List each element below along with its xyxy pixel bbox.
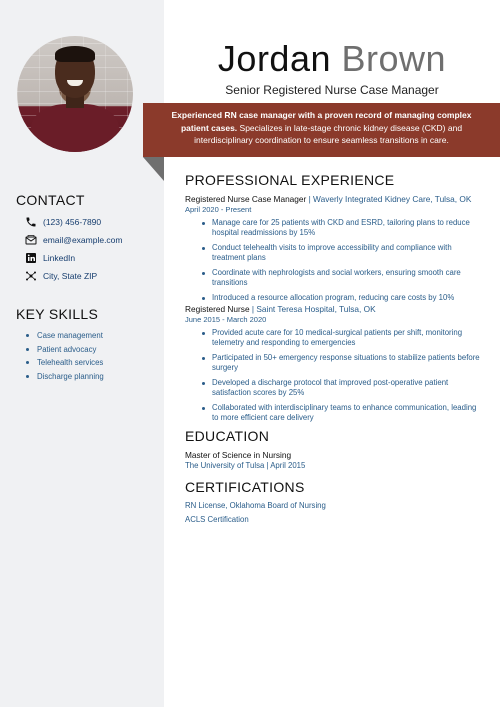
- job-bullets: [202, 328, 484, 428]
- phone-text: (123) 456-7890: [43, 217, 102, 227]
- experience-heading: PROFESSIONAL EXPERIENCE: [185, 172, 395, 188]
- job-org: | Saint Teresa Hospital, Tulsa, OK: [249, 304, 376, 314]
- candidate-name: [164, 38, 500, 80]
- job-title-line: [185, 304, 376, 314]
- job-role: Registered Nurse: [185, 304, 250, 314]
- job-title-line: [185, 194, 471, 204]
- bullet-item: Conduct telehealth visits to improve accessibility and compliance with treatment plans: [202, 243, 484, 263]
- profile-photo: [17, 36, 133, 152]
- bullet-item: Provided acute care for 10 medical-surgical patients per shift, monitoring telemetry and responding to emergencies: [202, 328, 484, 348]
- bullet-item: Manage care for 25 patients with CKD and ESRD, tailoring plans to reduce hospital readmissions by 15%: [202, 218, 484, 238]
- job-org: | Waverly Integrated Kidney Care, Tulsa, OK: [306, 194, 472, 204]
- last-name: Brown: [341, 38, 447, 79]
- job-role: Registered Nurse Case Manager: [185, 194, 307, 204]
- skill-item: Patient advocacy: [26, 343, 104, 357]
- job-bullets: [202, 218, 484, 308]
- contact-email[interactable]: [24, 231, 123, 249]
- summary-bold: Experienced RN case manager with a proven record of managing complex patient cases.: [171, 110, 472, 133]
- certification-item: ACLS Certification: [185, 515, 249, 524]
- bullet-item: Coordinate with nephrologists and social workers, ensuring smooth care transitions: [202, 268, 484, 288]
- location-network-icon: [24, 269, 38, 283]
- skill-item: Case management: [26, 329, 104, 343]
- email-text: email@example.com: [43, 235, 123, 245]
- bullet-item: Participated in 50+ emergency response situations to stabilize patients before surgery: [202, 353, 484, 373]
- skill-item: Telehealth services: [26, 356, 104, 370]
- bullet-item: Developed a discharge protocol that improved post-operative patient satisfaction scores by 25%: [202, 378, 484, 398]
- contact-phone[interactable]: [24, 213, 123, 231]
- linkedin-text: LinkedIn: [43, 253, 76, 263]
- key-skills-heading: KEY SKILLS: [16, 306, 99, 322]
- certifications-heading: CERTIFICATIONS: [185, 479, 305, 495]
- job-dates: April 2020 - Present: [185, 205, 252, 214]
- contact-list: [24, 213, 123, 285]
- location-text: City, State ZIP: [43, 271, 98, 281]
- contact-linkedin[interactable]: [24, 249, 123, 267]
- first-name: Jordan: [217, 38, 331, 79]
- job-dates: June 2015 - March 2020: [185, 315, 267, 324]
- email-icon: [24, 233, 38, 247]
- contact-location: [24, 267, 123, 285]
- degree: Master of Science in Nursing: [185, 450, 292, 460]
- bullet-item: Introduced a resource allocation program, reducing care costs by 10%: [202, 293, 484, 303]
- certification-item: RN License, Oklahoma Board of Nursing: [185, 501, 326, 510]
- phone-icon: [24, 215, 38, 229]
- bullet-item: Collaborated with interdisciplinary teams to enhance communication, leading to more efficient care delivery: [202, 403, 484, 423]
- skill-item: Discharge planning: [26, 370, 104, 384]
- banner-fold: [143, 157, 164, 181]
- contact-heading: CONTACT: [16, 192, 85, 208]
- linkedin-icon: [24, 251, 38, 265]
- summary-banner: [143, 103, 500, 157]
- job-title: Senior Registered Nurse Case Manager: [225, 83, 439, 97]
- education-heading: EDUCATION: [185, 428, 270, 444]
- school: The University of Tulsa | April 2015: [185, 461, 306, 470]
- skills-list: [26, 329, 104, 383]
- summary-rest: Specializes in late-stage chronic kidney disease (CKD) and interdisciplinary coordination to ensure seamless transitions in care.: [194, 122, 463, 145]
